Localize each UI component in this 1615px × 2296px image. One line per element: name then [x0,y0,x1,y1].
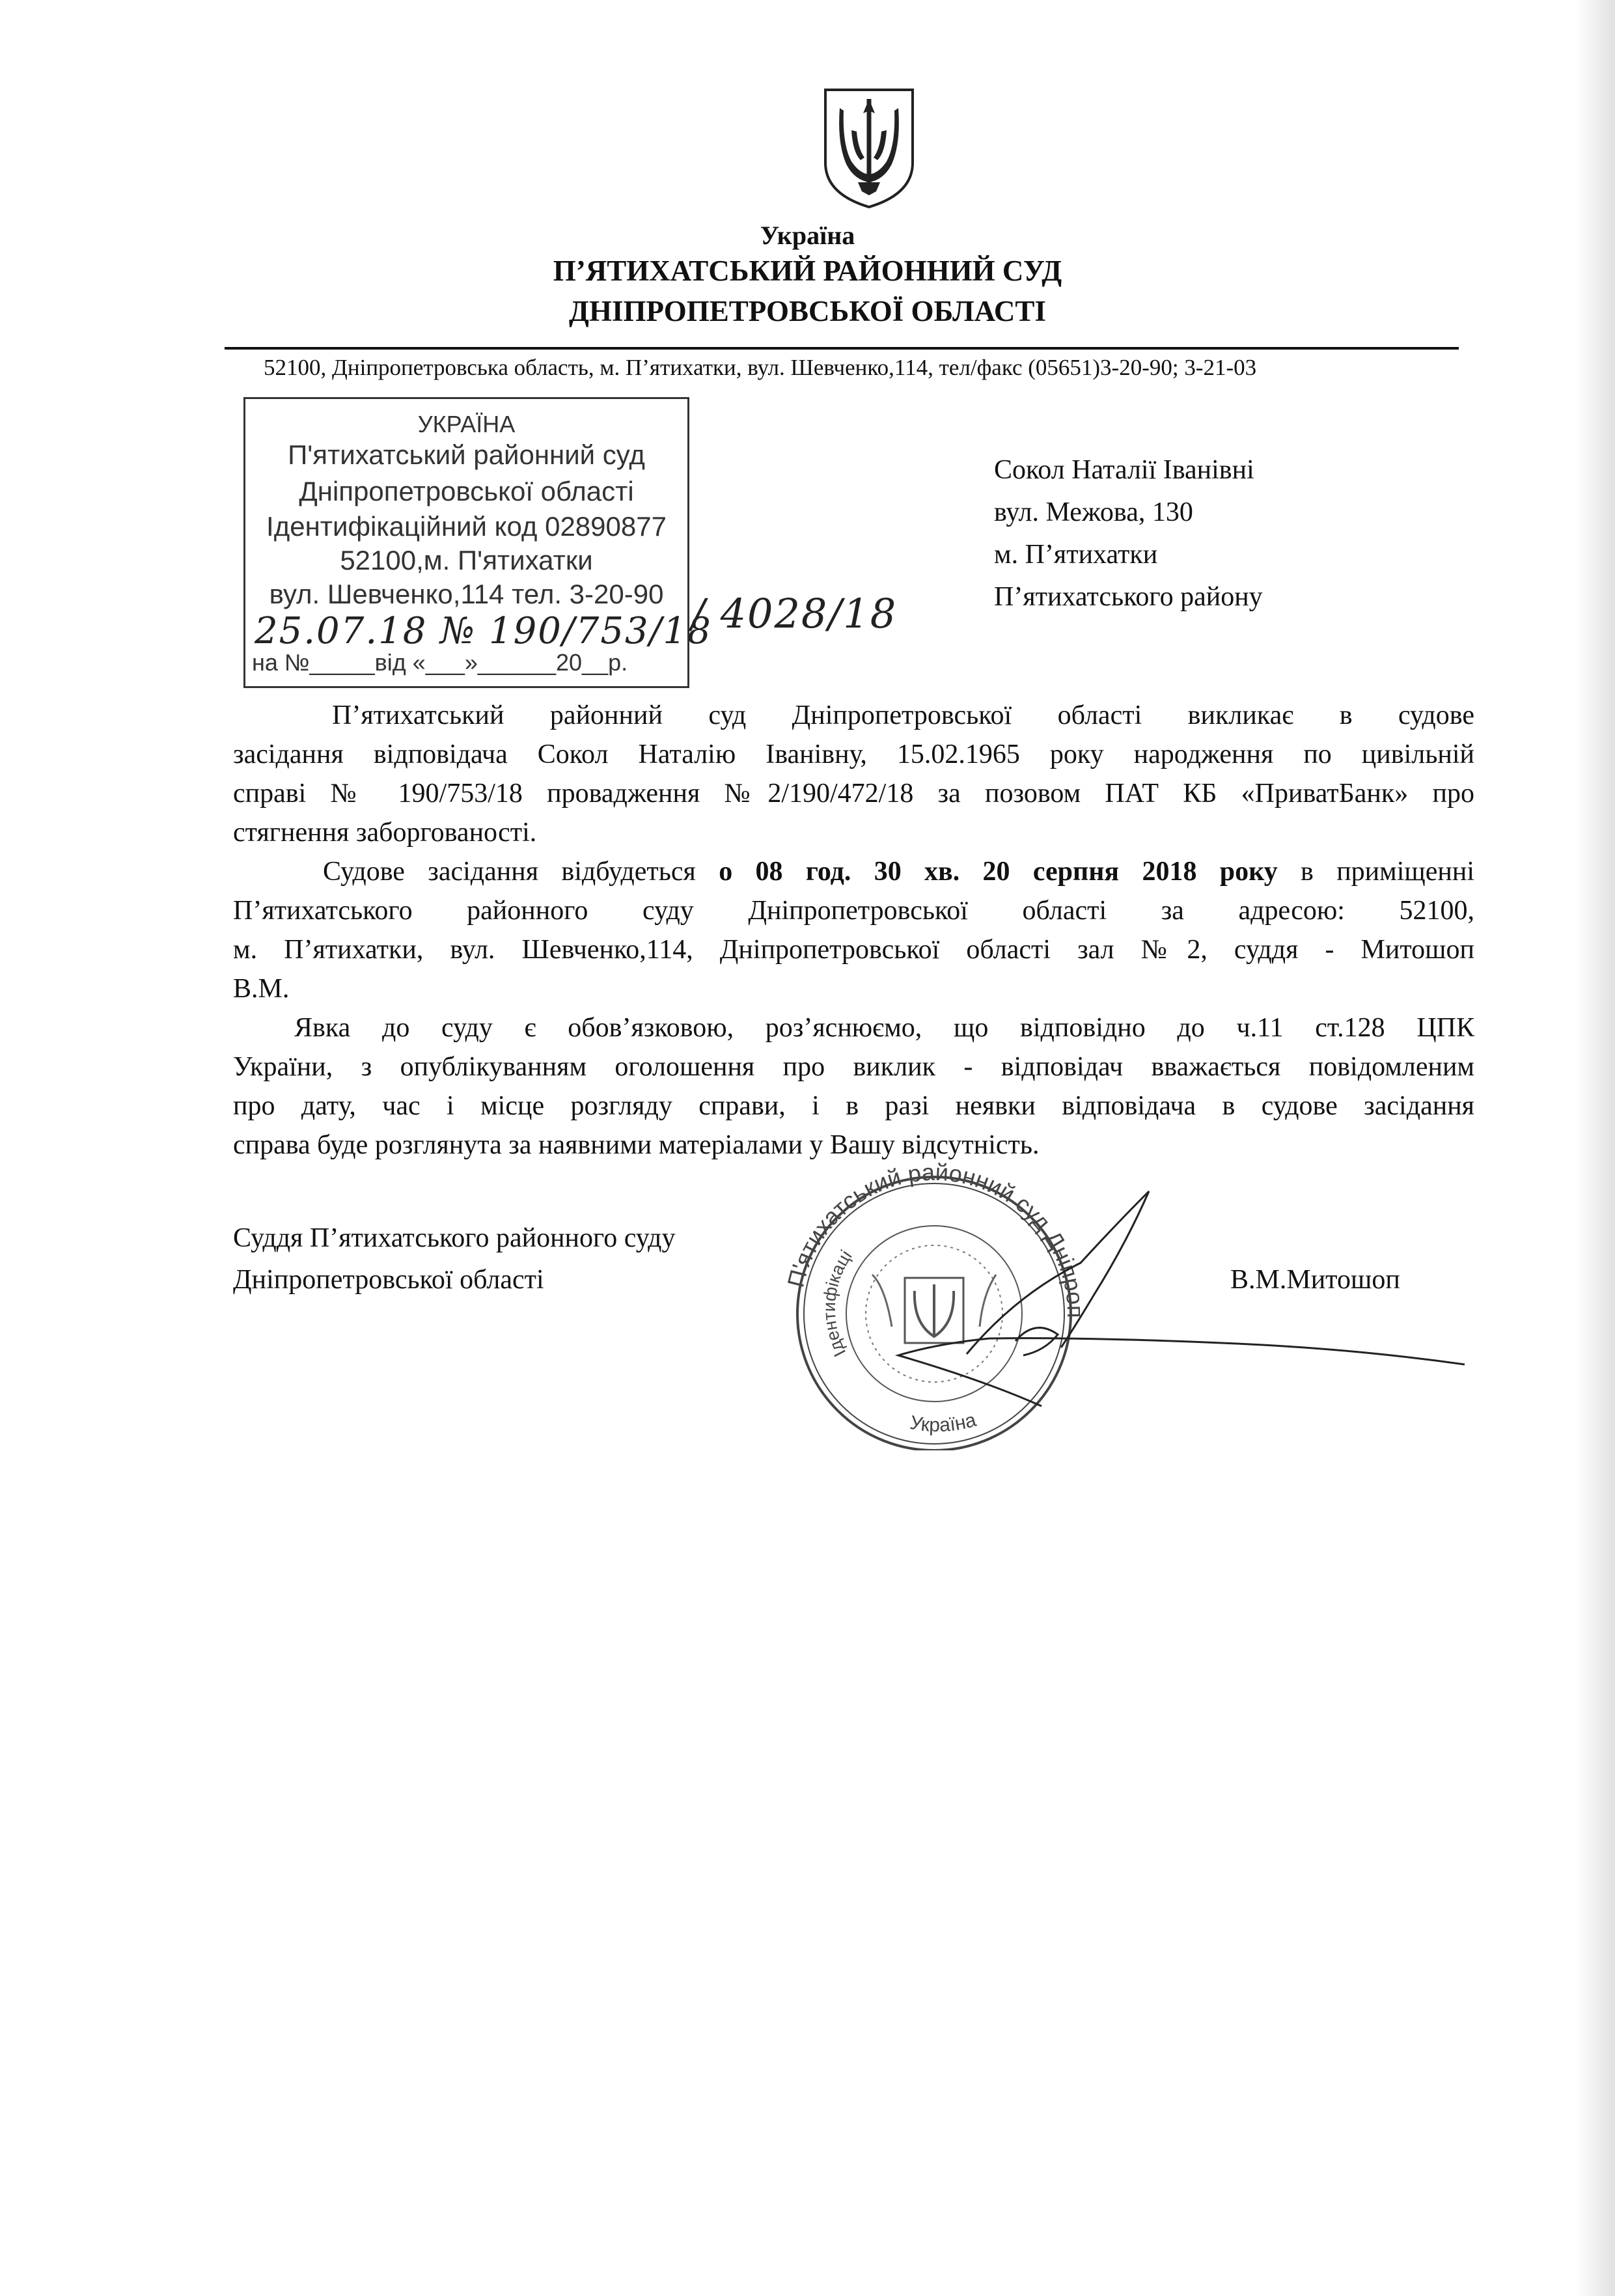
registration-stamp [243,397,712,688]
body-paragraph-2-line-2: П’ятихатського районного суду Дніпропетровської області за адресою: 52100, [233,896,1474,926]
hearing-intro-text: Судове засідання відбудеться [323,857,719,887]
letterhead-divider [225,347,1459,350]
addressee-name: Сокол Наталії Іванівні [994,455,1254,485]
stamp-blank-reference-line: на №_____від «___»______20__р. [252,649,628,676]
stamp-line-id-code: Ідентифікаційний код 02890877 [266,511,667,542]
signature-position-line-2: Дніпропетровської області [233,1265,544,1295]
handwritten-extra-number: / 4028/18 [691,590,898,637]
addressee-street: вул. Межова, 130 [994,497,1193,527]
stamp-handwritten-date-number: 25.07.18 № 190/753/18 [255,610,712,652]
body-paragraph-2-line-4: В.М. [233,974,290,1004]
scan-edge-shadow [1576,0,1615,2296]
seal-inner-text: Ідентифікаці [819,1246,856,1361]
stamp-line-city: 52100,м. П'ятихатки [340,545,593,575]
stamp-line-region: Дніпропетровської області [299,476,634,506]
signature-name: В.М.Митошоп [1230,1265,1400,1295]
body-paragraph-3-line-1: Явка до суду є обов’язковою, роз’яснюємо, що відповідно до ч.11 ст.128 ЦПК [294,1013,1474,1043]
body-paragraph-2-line-3: м. П’ятихатки, вул. Шевченко,114, Дніпропетровської області зал №2, суддя - Митошоп [233,935,1474,965]
seal-outer-text: П'ятихатський районний суд Дніпроп [782,1158,1090,1318]
body-paragraph-1-line-3: справі № 190/753/18 провадження №2/190/472/18 за позовом ПАТ КБ «ПриватБанк» про [233,779,1474,809]
addressee-district: П’ятихатського району [994,582,1263,612]
stamp-line-country: УКРАЇНА [417,411,516,437]
body-paragraph-1-line-2: засідання відповідача Сокол Наталію Іванівну, 15.02.1965 року народження по цивільній [233,740,1474,769]
stamp-line-court: П'ятихатський районний суд [288,439,645,470]
hearing-location-intro: в приміщенні [1277,857,1475,887]
hearing-date-time: о 08 год. 30 хв. 20 серпня 2018 року [719,857,1278,887]
body-paragraph-2-line-1 [323,856,1474,887]
trident-coat-of-arms-icon [820,85,918,212]
body-paragraph-1-line-1: П’ятихатський районний суд Дніпропетровської області викликає в судове [332,700,1474,730]
body-paragraph-3-line-4: справа буде розглянута за наявними матеріалами у Вашу відсутність. [233,1130,1040,1160]
letterhead-address: 52100, Дніпропетровська область, м. П’ятихатки, вул. Шевченко,114, тел/факс (05651)3-20-90; 3-21-03 [264,355,1257,380]
letterhead-region: ДНІПРОПЕТРОВСЬКОЇ ОБЛАСТІ [569,295,1046,327]
addressee-city: м. П’ятихатки [994,540,1158,570]
letterhead-country: Україна [760,221,855,250]
signature-position-line-1: Суддя П’ятихатського районного суду [233,1223,676,1253]
seal-bottom-text: Україна [908,1409,979,1437]
body-paragraph-3-line-2: України, з опублікуванням оголошення про виклик - відповідач вважається повідомленим [233,1052,1474,1082]
handwritten-signature [820,1185,1491,1432]
body-paragraph-1-line-4: стягнення заборгованості. [233,818,537,848]
stamp-line-street: вул. Шевченко,114 тел. 3-20-90 [269,579,664,609]
letterhead-court-name: П’ЯТИХАТСЬКИЙ РАЙОННИЙ СУД [553,255,1062,287]
body-paragraph-3-line-3: про дату, час і місце розгляду справи, і в разі неявки відповідача в судове засідання [233,1091,1474,1121]
